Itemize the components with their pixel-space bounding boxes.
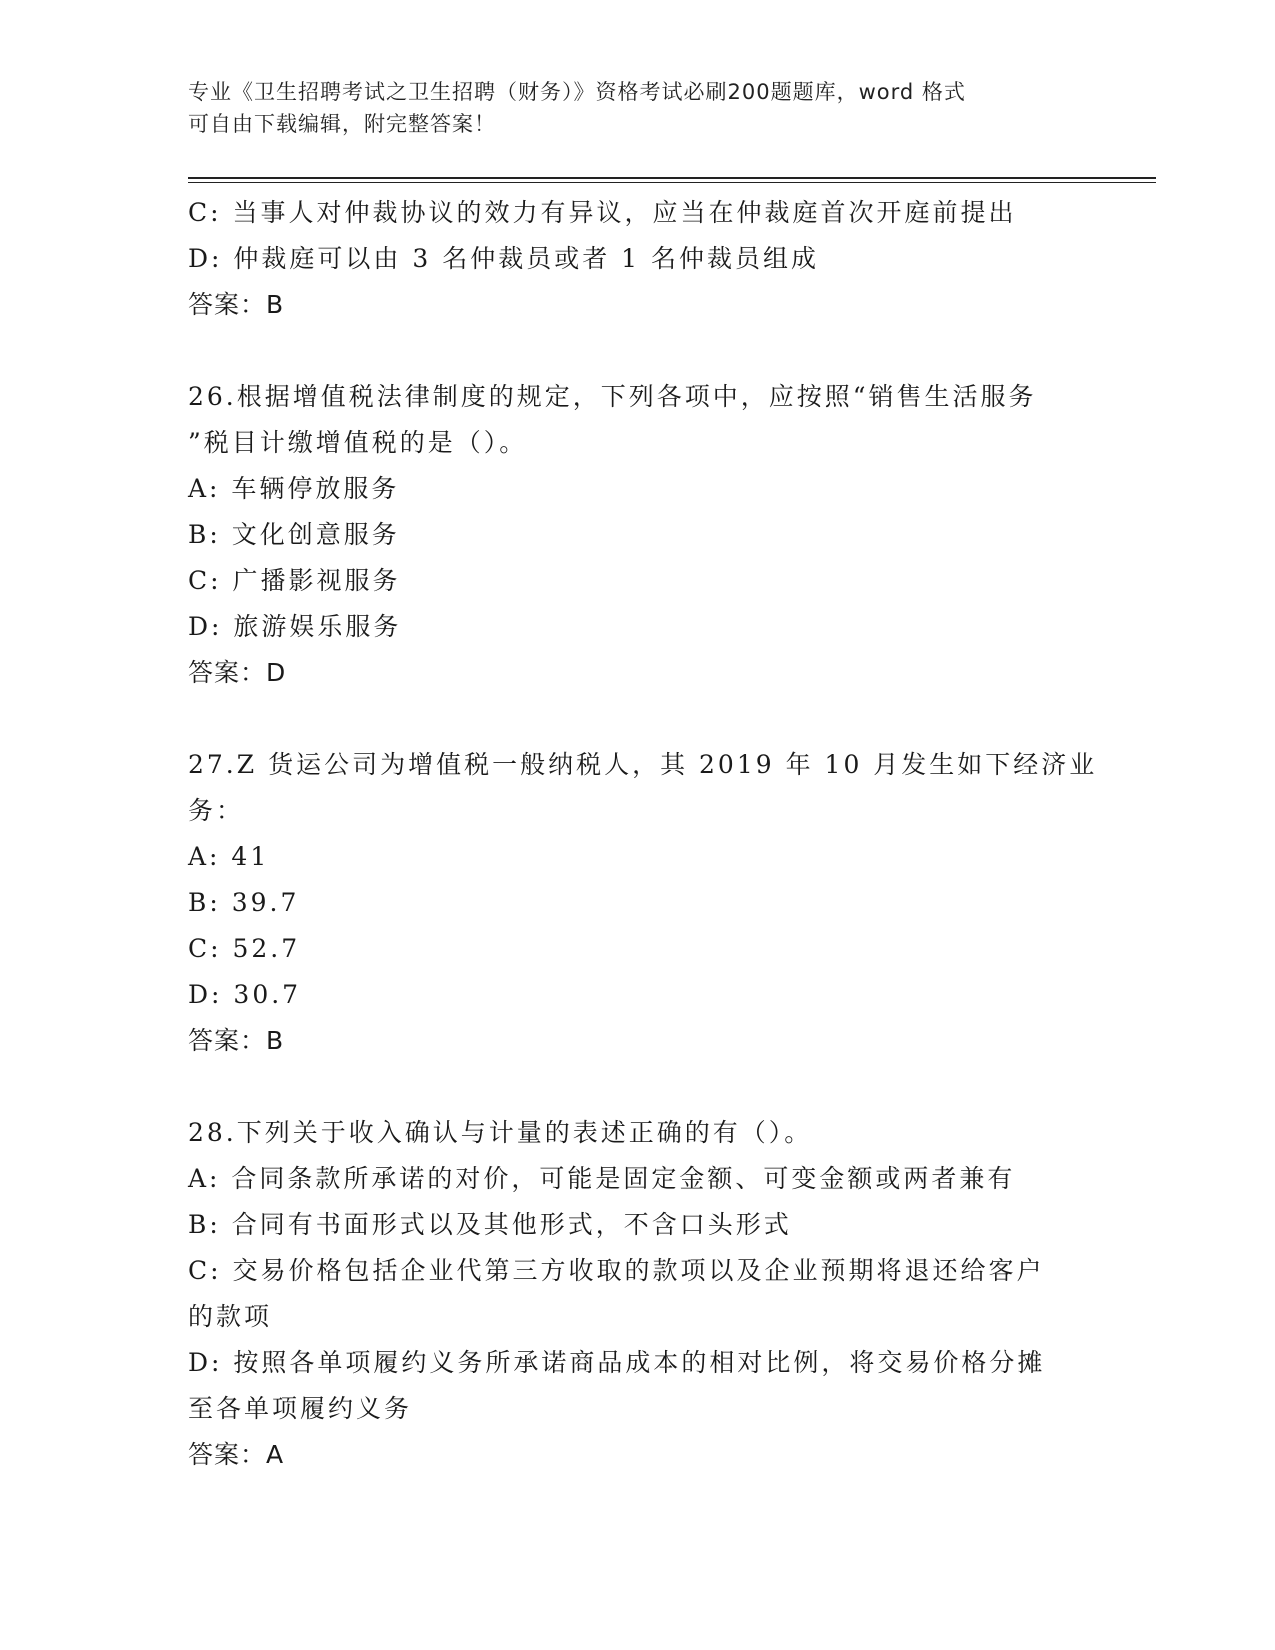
option-d-continued: 至各单项履约义务 xyxy=(188,1394,413,1423)
question-stem: 28.下列关于收入确认与计量的表述正确的有（）。 xyxy=(188,1118,813,1147)
spacer xyxy=(188,1064,1088,1110)
header-line-2: 可自由下载编辑，附完整答案！ xyxy=(188,112,496,136)
option-c: C: 广播影视服务 xyxy=(188,566,401,595)
option-d: D: 按照各单项履约义务所承诺商品成本的相对比例，将交易价格分摊 xyxy=(188,1348,1046,1377)
question-28 xyxy=(188,1110,1088,1478)
option-c-continued: 的款项 xyxy=(188,1302,273,1331)
option-b: B: 39.7 xyxy=(188,888,300,917)
question-27 xyxy=(188,742,1098,1064)
question-26 xyxy=(188,374,1088,696)
document-header xyxy=(188,76,1088,140)
header-divider-thick xyxy=(188,177,1156,179)
question-stem: 26.根据增值税法律制度的规定，下列各项中，应按照“销售生活服务 xyxy=(188,382,1037,411)
header-divider-thin xyxy=(188,182,1156,183)
question-stem-continued: ”税目计缴增值税的是（）。 xyxy=(188,428,528,457)
question-list xyxy=(188,190,1098,1478)
answer-line: 答案：D xyxy=(188,658,287,687)
header-line-1: 专业《卫生招聘考试之卫生招聘（财务）》资格考试必刷200题题库，word 格式 xyxy=(188,80,966,104)
option-a: A: 车辆停放服务 xyxy=(188,474,400,503)
spacer xyxy=(188,696,1088,742)
option-c: C: 交易价格包括企业代第三方收取的款项以及企业预期将退还给客户 xyxy=(188,1256,1045,1285)
option-c: C: 52.7 xyxy=(188,934,301,963)
option-b: B: 文化创意服务 xyxy=(188,520,400,549)
option-a: A: 41 xyxy=(188,842,270,871)
answer-line: 答案：B xyxy=(188,290,285,319)
option-d: D: 旅游娱乐服务 xyxy=(188,612,402,641)
answer-line: 答案：A xyxy=(188,1440,285,1469)
question-stem-continued: 务： xyxy=(188,796,245,825)
option-c: C: 当事人对仲裁协议的效力有异议，应当在仲裁庭首次开庭前提出 xyxy=(188,198,1017,227)
option-d: D: 30.7 xyxy=(188,980,302,1009)
option-b: B: 合同有书面形式以及其他形式，不含口头形式 xyxy=(188,1210,792,1239)
answer-line: 答案：B xyxy=(188,1026,285,1055)
spacer xyxy=(188,328,1088,374)
question-25-tail xyxy=(188,190,1088,328)
option-d: D: 仲裁庭可以由 3 名仲裁员或者 1 名仲裁员组成 xyxy=(188,244,820,273)
option-a: A: 合同条款所承诺的对价，可能是固定金额、可变金额或两者兼有 xyxy=(188,1164,1016,1193)
question-stem: 27.Z 货运公司为增值税一般纳税人，其 2019 年 10 月发生如下经济业 xyxy=(188,750,1098,779)
